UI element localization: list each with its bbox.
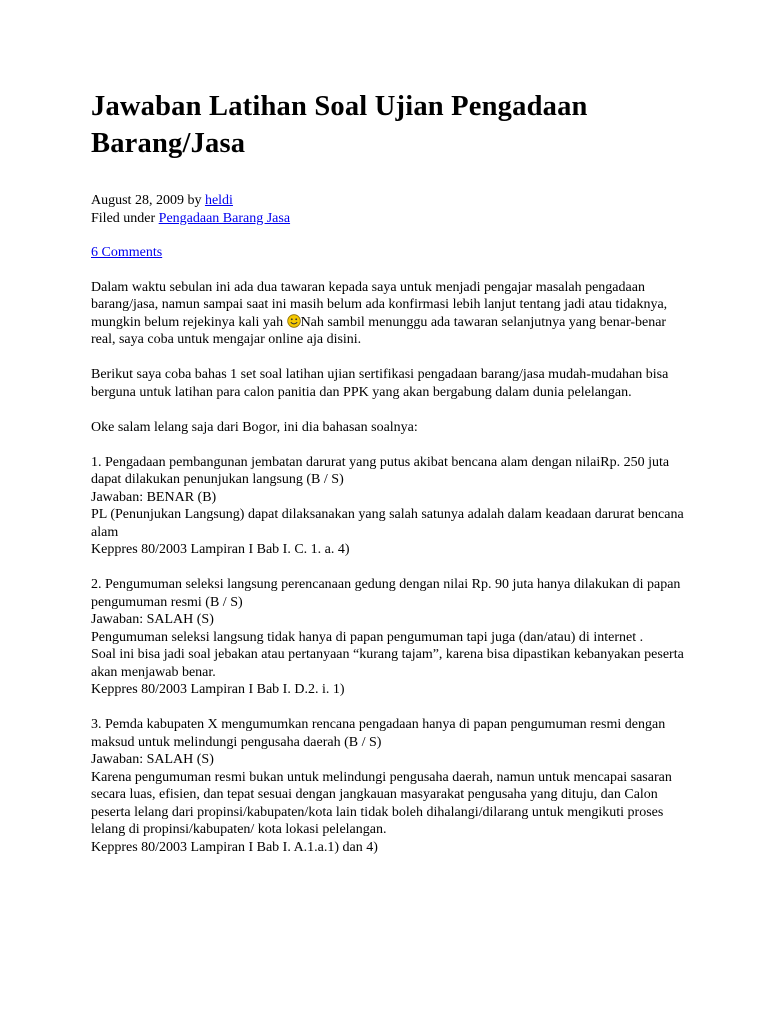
post-meta bbox=[91, 192, 691, 227]
post-date: August 28, 2009 by bbox=[91, 193, 205, 208]
article-title: Jawaban Latihan Soal Ujian Pengadaan Barang/Jasa bbox=[91, 91, 588, 159]
filed-under-label: Filed under bbox=[91, 210, 159, 226]
comments-row bbox=[91, 244, 691, 262]
author-link[interactable]: heldi bbox=[204, 193, 233, 208]
intro-text-1: Dalam waktu sebulan ini ada dua tawaran kepada saya untuk menjadi pengajar masalah pengadaan barang/jasa, namun sampai saat ini masih belum ada konfirmasi lebih lanjut tentang jadi atau tidaknya, mungkin belum rejekinya kali yah bbox=[91, 279, 668, 330]
q3-question: 3. Pemda kabupaten X mengumumkan rencana pengadaan hanya di papan pengumuman resmi dengan maksud untuk melindungi pengusaha daerah (B / S) bbox=[91, 717, 666, 750]
q1-answer: Jawaban: BENAR (B) bbox=[91, 489, 217, 505]
q2-note: Soal ini bisa jadi soal jebakan atau pertanyaan “kurang tajam”, karena bisa dipastikan kebanyakan peserta akan menjawab benar. bbox=[91, 647, 684, 680]
article bbox=[91, 88, 691, 874]
q2-question: 2. Pengumuman seleksi langsung perencanaan gedung dengan nilai Rp. 90 juta hanya dilakukan di papan pengumuman resmi (B / S) bbox=[91, 577, 681, 610]
q2-explanation: Pengumuman seleksi langsung tidak hanya di papan pengumuman tapi juga (dan/atau) di internet . bbox=[91, 629, 644, 645]
smiley-icon bbox=[287, 314, 301, 328]
q2-reference: Keppres 80/2003 Lampiran I Bab I. D.2. i. 1) bbox=[91, 682, 345, 697]
question-3 bbox=[91, 716, 691, 856]
q3-reference: Keppres 80/2003 Lampiran I Bab I. A.1.a.1) dan 4) bbox=[91, 839, 378, 855]
paragraph-2: Berikut saya coba bahas 1 set soal latihan ujian sertifikasi pengadaan barang/jasa mudah-mudahan bisa berguna untuk latihan para calon panitia dan PPK yang akan bergabung dalam dunia pelelangan. bbox=[91, 367, 669, 400]
q1-reference: Keppres 80/2003 Lampiran I Bab I. C. 1. a. 4) bbox=[91, 542, 350, 557]
intro-text-2: Nah sambil menunggu ada tawaran selanjutnya yang benar-benar real, saya coba untuk mengajar online aja disini. bbox=[91, 314, 667, 347]
q1-question: 1. Pengadaan pembangunan jembatan darurat yang putus akibat bencana alam dengan nilaiRp. 250 juta dapat dilakukan penunjukan langsung (B / S) bbox=[91, 454, 670, 487]
category-link[interactable]: Pengadaan Barang Jasa bbox=[158, 210, 291, 226]
question-2 bbox=[91, 576, 691, 699]
q3-answer: Jawaban: SALAH (S) bbox=[91, 752, 214, 767]
comments-link[interactable]: 6 Comments bbox=[91, 245, 163, 260]
question-1 bbox=[91, 454, 691, 559]
intro-paragraph bbox=[91, 279, 691, 349]
paragraph-3: Oke salam lelang saja dari Bogor, ini dia bahasan soalnya: bbox=[91, 419, 418, 435]
q2-answer: Jawaban: SALAH (S) bbox=[91, 612, 214, 627]
q1-explanation: PL (Penunjukan Langsung) dapat dilaksanakan yang salah satunya adalah dalam keadaan darurat bencana alam bbox=[91, 507, 684, 540]
q3-explanation: Karena pengumuman resmi bukan untuk melindungi pengusaha daerah, namun untuk mencapai sasaran secara luas, efisien, dan tepat sesuai dengan jangkauan masyarakat pengusaha yang dituju, dan Calon peserta lelang dari propinsi/kabupaten/kota lain tidak boleh dihalangi/dilarang untuk mengikuti proses lelang di propinsi/kabupaten/ kota lokasi pelelangan. bbox=[91, 769, 672, 837]
